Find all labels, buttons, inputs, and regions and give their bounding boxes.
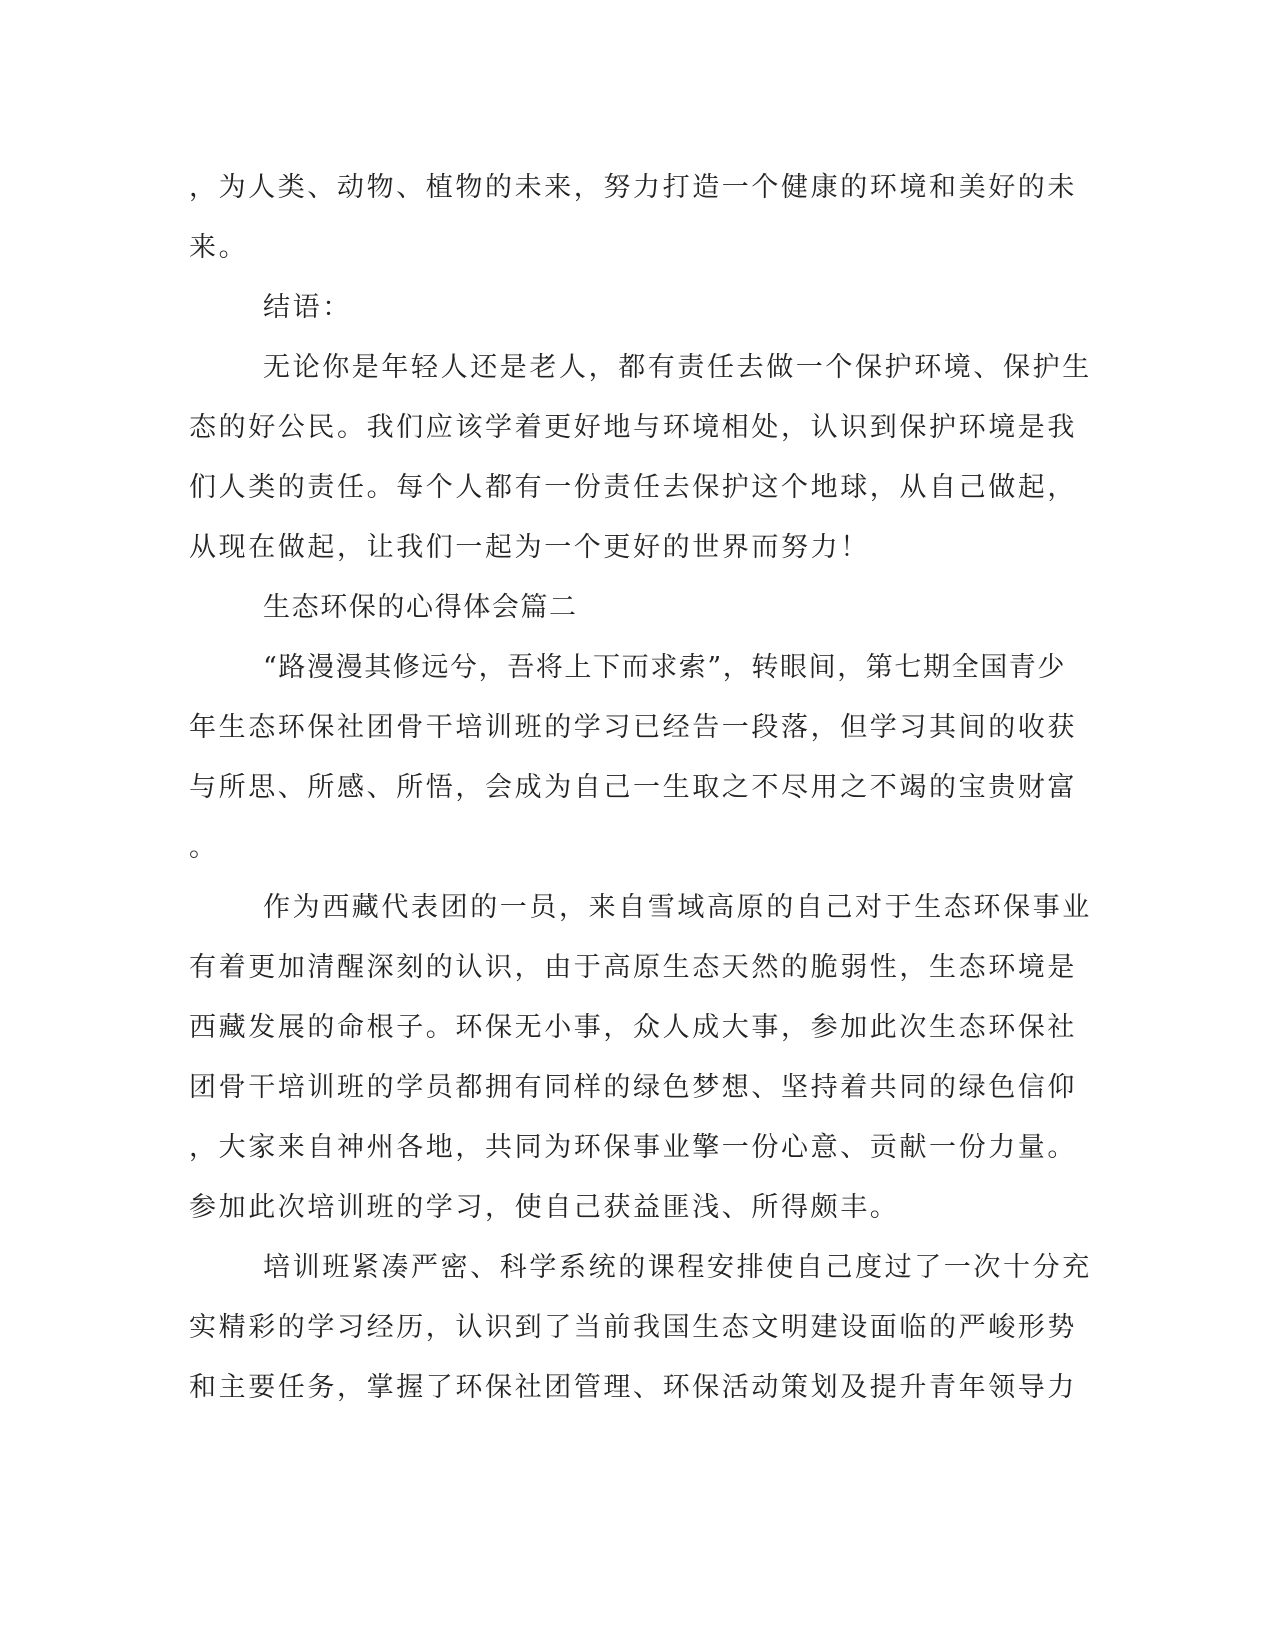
text-line: 与所思、所感、所悟，会成为自己一生取之不尽用之不竭的宝贵财富 [189,772,1077,803]
text-line: ，大家来自神州各地，共同为环保事业擎一份心意、贡献一份力量。 [189,1132,1077,1163]
text-line: 。 [189,832,219,863]
text-line: 态的好公民。我们应该学着更好地与环境相处，认识到保护环境是我 [189,412,1077,443]
text-line: 从现在做起，让我们一起为一个更好的世界而努力！ [189,532,870,563]
text-line: 年生态环保社团骨干培训班的学习已经告一段落，但学习其间的收获 [189,712,1077,743]
text-line: 实精彩的学习经历，认识到了当前我国生态文明建设面临的严峻形势 [189,1312,1077,1343]
text-line: 团骨干培训班的学员都拥有同样的绿色梦想、坚持着共同的绿色信仰 [189,1072,1077,1103]
paragraph-first-line: 培训班紧凑严密、科学系统的课程安排使自己度过了一次十分充 [263,1252,1092,1283]
text-line: 们人类的责任。每个人都有一份责任去保护这个地球，从自己做起， [189,472,1077,503]
section-heading-conclusion: 结语： [263,292,352,323]
document-body [189,158,1092,1418]
text-line: 西藏发展的命根子。环保无小事，众人成大事，参加此次生态环保社 [189,1012,1077,1043]
paragraph-first-line: 无论你是年轻人还是老人，都有责任去做一个保护环境、保护生 [263,352,1092,383]
text-line: 和主要任务，掌握了环保社团管理、环保活动策划及提升青年领导力 [189,1372,1077,1403]
text-line: 参加此次培训班的学习，使自己获益匪浅、所得颇丰。 [189,1192,900,1223]
text-line: 有着更加清醒深刻的认识，由于高原生态天然的脆弱性，生态环境是 [189,952,1077,983]
text-line: 来。 [189,232,249,263]
text-line: ，为人类、动物、植物的未来，努力打造一个健康的环境和美好的未 [189,172,1077,203]
paragraph-first-line: 作为西藏代表团的一员，来自雪域高原的自己对于生态环保事业 [263,892,1092,923]
section-heading-part-two: 生态环保的心得体会篇二 [263,592,578,623]
paragraph-first-line: “路漫漫其修远兮，吾将上下而求索”，转眼间，第七期全国青少 [263,652,1067,683]
